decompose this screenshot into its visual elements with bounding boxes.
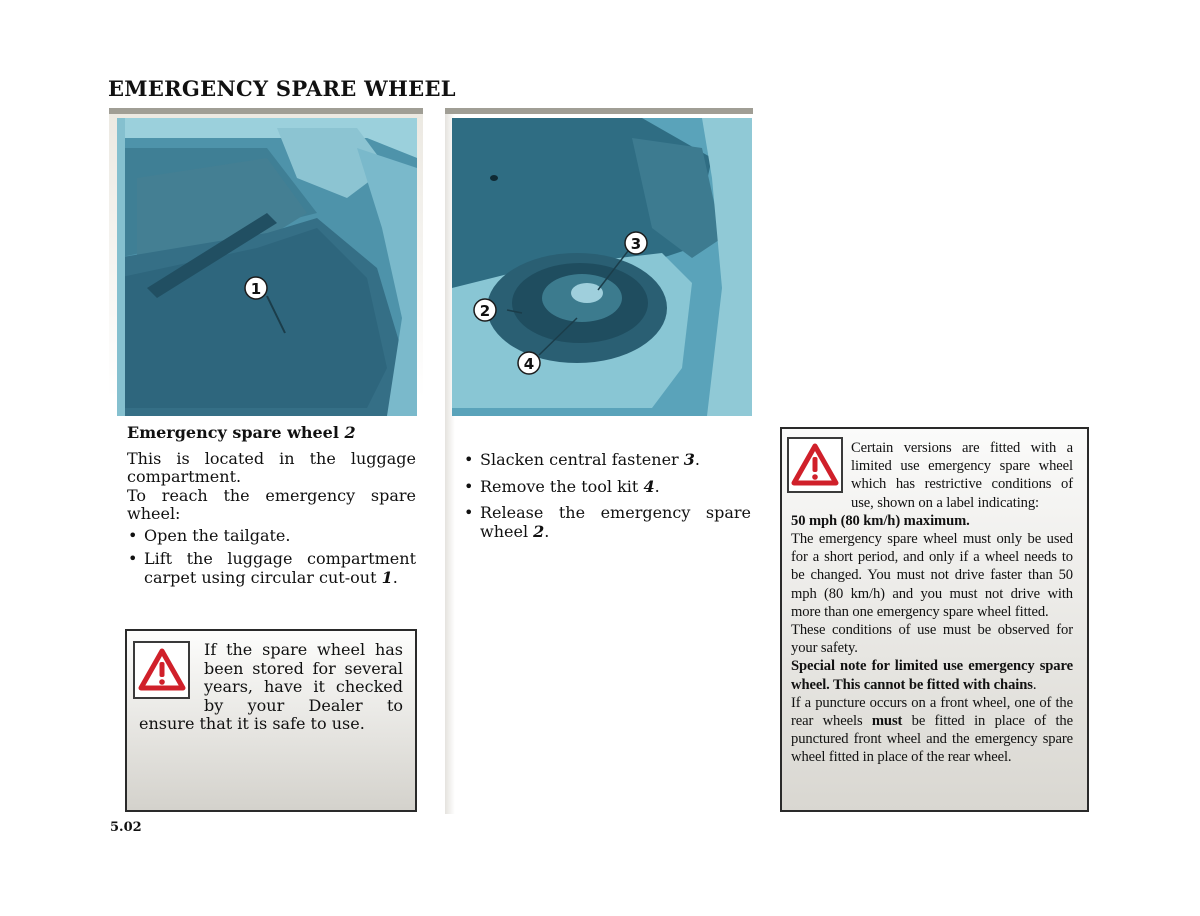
speed-label: 50 mph (80 km/h) maximum. [791,512,970,529]
list-item: • Lift the luggage compartment carpet using circular cut-out 1. [127,550,416,587]
left-column-text [127,424,416,592]
callout-4: 4 [523,355,535,373]
storage-warning-text: If the spare wheel has been stored for several years, have it checked by your Dealer to ensure that it is safe to use. [139,640,403,733]
warning-triangle-icon [133,641,190,699]
conditions-paragraph: These conditions of use must be observed for your safety. [791,622,1073,657]
callout-2: 2 [479,302,491,320]
middle-column-text [463,448,751,549]
puncture-paragraph: If a puncture occurs on a front wheel, one of the rear wheels must be fitted in place of the punctured front wheel and the emergency spare wheel fitted in place of the rear wheel. [791,694,1074,766]
reach-paragraph: To reach the emergency spare wheel: [127,485,416,523]
usage-paragraph: The emergency spare wheel must only be used for a short period, and only if a wheel needs to be changed. You must not drive faster than 50 mph (80 km/h) and you must not drive with more than one emergency spare wheel fitted. [791,531,1073,620]
step-list [463,451,751,541]
list-item: • Release the emergency spare wheel 2. [463,504,751,541]
storage-warning-box [125,629,417,812]
section-heading: Emergency spare wheel 2 [127,423,356,442]
step-list [127,527,416,588]
list-item: • Open the tailgate. [127,527,416,546]
limited-use-warning-box [780,427,1089,812]
callout-3: 3 [630,235,642,253]
list-item: • Remove the tool kit 4. [463,478,751,497]
spare-wheel-well-photo [452,118,752,416]
intro-text: Certain versions are fitted with a limited use emergency spare wheel which has restrictive conditions of use, shown on a label indicating: [851,440,1073,511]
special-note: Special note for limited use emergency spare wheel. This cannot be fitted with chains. [791,658,1073,693]
list-item: • Slacken central fastener 3. [463,451,751,470]
location-paragraph: This is located in the luggage compartment. [127,448,416,486]
page-number: 5.02 [110,820,142,835]
warning-triangle-icon [787,437,843,493]
luggage-compartment-photo [117,118,417,416]
heading-ref: 2 [344,423,356,442]
callout-1: 1 [250,280,262,298]
page-title: EMERGENCY SPARE WHEEL [108,76,456,101]
